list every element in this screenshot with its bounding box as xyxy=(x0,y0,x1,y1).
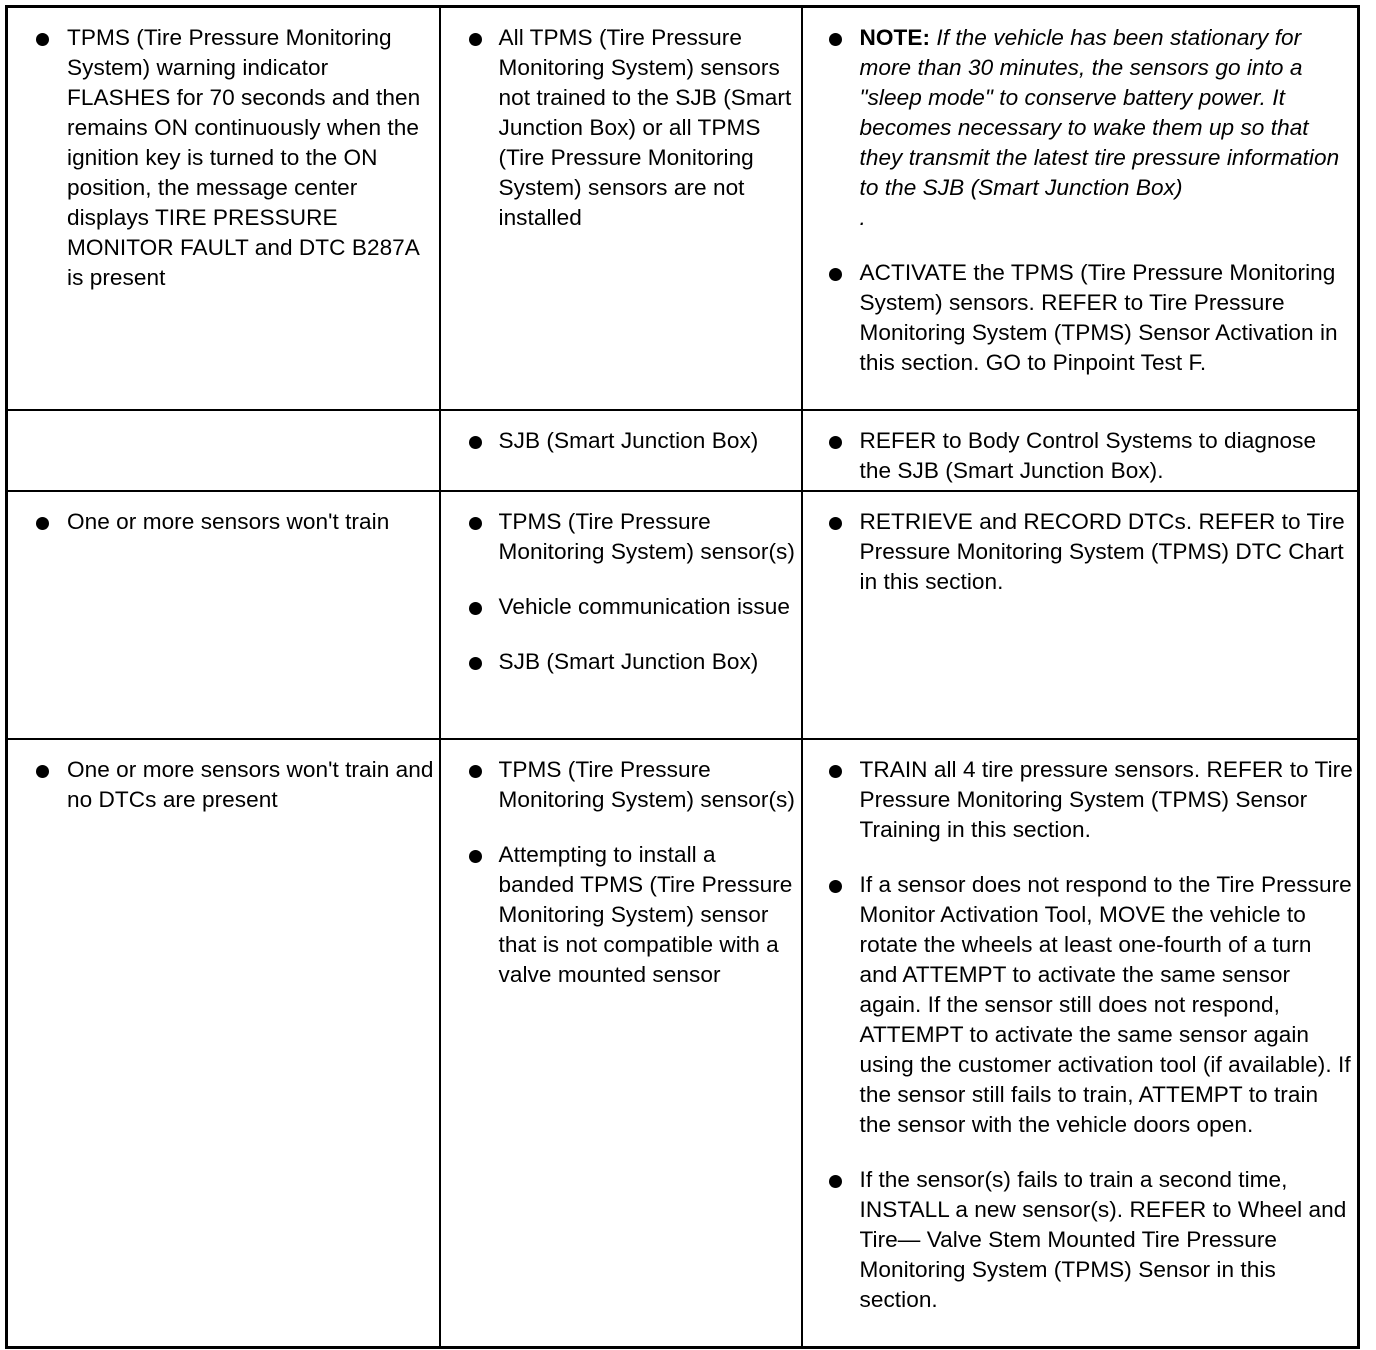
bullet-icon xyxy=(829,765,842,778)
possible-source-cell xyxy=(440,491,802,739)
condition-item xyxy=(8,23,435,293)
action-text: TRAIN all 4 tire pressure sensors. REFER to Tire Pressure Monitoring System (TPMS) Sensor Training in this section. xyxy=(859,756,1353,842)
source-item xyxy=(441,426,797,456)
action-cell xyxy=(802,739,1359,1348)
bullet-icon xyxy=(829,517,842,530)
action-text: RETRIEVE and RECORD DTCs. REFER to Tire Pressure Monitoring System (TPMS) DTC Chart in this section. xyxy=(859,508,1345,594)
bullet-icon xyxy=(36,517,49,530)
bullet-icon xyxy=(36,33,49,46)
condition-item xyxy=(8,507,435,537)
action-item xyxy=(803,426,1354,486)
source-text: Attempting to install a banded TPMS (Tire Pressure Monitoring System) sensor that is not compatible with a valve mounted sensor xyxy=(498,841,793,987)
source-item xyxy=(441,755,797,815)
condition-cell xyxy=(7,410,440,491)
action-text: If the sensor(s) fails to train a second time, INSTALL a new sensor(s). REFER to Wheel and Tire— Valve Stem Mounted Tire Pressure Monitoring System (TPMS) Sensor in this section. xyxy=(859,1166,1347,1312)
source-item xyxy=(441,840,797,990)
bullet-icon xyxy=(36,765,49,778)
source-item xyxy=(441,23,797,233)
note-trailing: . xyxy=(859,205,866,230)
bullet-icon xyxy=(829,268,842,281)
source-item xyxy=(441,647,797,677)
condition-cell xyxy=(7,491,440,739)
action-text: If a sensor does not respond to the Tire Pressure Monitor Activation Tool, MOVE the vehicle to rotate the wheels at least one-fourth of a turn and ATTEMPT to activate the same sensor again. If the sensor still does not respond, ATTEMPT to activate the same sensor again using the customer activation tool (if available). If the sensor still fails to train, ATTEMPT to train the sensor with the vehicle doors open. xyxy=(859,871,1352,1137)
condition-cell xyxy=(7,7,440,410)
condition-cell xyxy=(7,739,440,1348)
note-label: NOTE: xyxy=(859,25,931,50)
table-row xyxy=(7,7,1359,410)
source-text: SJB (Smart Junction Box) xyxy=(498,648,759,674)
bullet-icon xyxy=(829,880,842,893)
bullet-icon xyxy=(469,657,482,670)
possible-source-cell xyxy=(440,739,802,1348)
bullet-icon xyxy=(469,602,482,615)
action-cell xyxy=(802,7,1359,410)
action-item xyxy=(803,1165,1354,1315)
action-item xyxy=(803,755,1354,845)
bullet-icon xyxy=(469,33,482,46)
bullet-icon xyxy=(829,33,842,46)
bullet-icon xyxy=(469,517,482,530)
condition-text: One or more sensors won't train xyxy=(67,508,390,534)
action-item xyxy=(803,870,1354,1140)
action-text: ACTIVATE the TPMS (Tire Pressure Monitoring System) sensors. REFER to Tire Pressure Monitoring System (TPMS) Sensor Activation in this section. GO to Pinpoint Test F. xyxy=(859,260,1338,375)
source-text: All TPMS (Tire Pressure Monitoring System) sensors not trained to the SJB (Smart Junction Box) or all TPMS (Tire Pressure Monitoring System) sensors are not installed xyxy=(498,25,792,230)
source-text: TPMS (Tire Pressure Monitoring System) sensor(s) xyxy=(498,508,795,564)
bullet-icon xyxy=(829,1175,842,1188)
source-text: SJB (Smart Junction Box) xyxy=(498,427,759,453)
possible-source-cell xyxy=(440,7,802,410)
condition-text: One or more sensors won't train and no DTCs are present xyxy=(67,756,434,812)
action-cell xyxy=(802,410,1359,491)
possible-source-cell xyxy=(440,410,802,491)
source-text: TPMS (Tire Pressure Monitoring System) sensor(s) xyxy=(498,756,795,812)
source-text: Vehicle communication issue xyxy=(498,593,790,619)
action-cell xyxy=(802,491,1359,739)
source-item xyxy=(441,507,797,567)
bullet-icon xyxy=(469,436,482,449)
action-item xyxy=(803,258,1354,378)
bullet-icon xyxy=(469,765,482,778)
condition-item xyxy=(8,755,435,815)
diagnostic-table xyxy=(5,5,1360,1349)
bullet-icon xyxy=(469,850,482,863)
action-text: REFER to Body Control Systems to diagnose the SJB (Smart Junction Box). xyxy=(859,427,1317,483)
source-item xyxy=(441,592,797,622)
table-row xyxy=(7,491,1359,739)
note-text: If the vehicle has been stationary for more than 30 minutes, the sensors go into a "sleep mode" to conserve battery power. It becomes necessary to wake them up so that they transmit the latest tire pressure information to the SJB (Smart Junction Box) xyxy=(859,25,1340,200)
bullet-icon xyxy=(829,436,842,449)
note-item xyxy=(803,23,1354,233)
table-row xyxy=(7,739,1359,1348)
action-item xyxy=(803,507,1354,597)
condition-text: TPMS (Tire Pressure Monitoring System) warning indicator FLASHES for 70 seconds and then remains ON continuously when the ignition key is turned to the ON position, the message center displays TIRE PRESSURE MONITOR FAULT and DTC B287A is present xyxy=(67,25,421,290)
table-row xyxy=(7,410,1359,491)
